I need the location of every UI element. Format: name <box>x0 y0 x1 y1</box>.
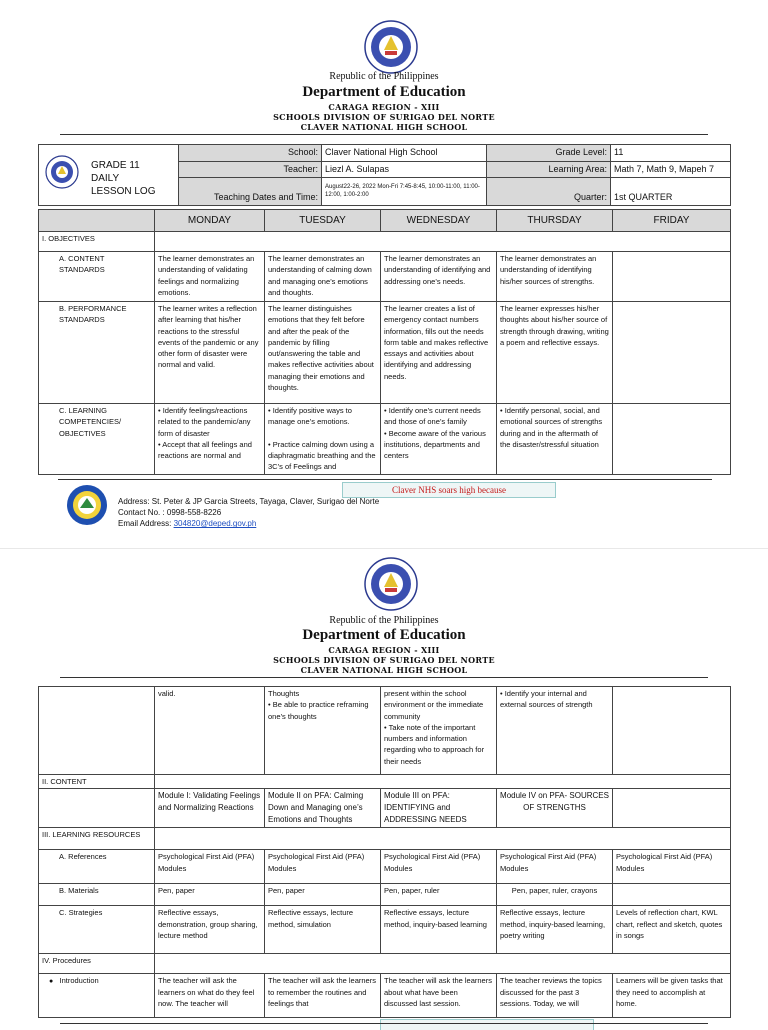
objectives-title-span <box>155 232 731 252</box>
deped-seal-icon <box>364 20 418 74</box>
procedures-title-span <box>155 954 731 974</box>
continuation-wed: present within the school environment or the immediate community • Take note of the important numbers and information regarding who to approach for their needs <box>381 687 497 775</box>
deped-seal-icon-2 <box>364 557 418 611</box>
republic-text: Republic of the Philippines <box>329 71 439 82</box>
objectives-title: I. OBJECTIVES <box>39 232 155 252</box>
day-wednesday: WEDNESDAY <box>381 210 497 232</box>
day-thursday: THURSDAY <box>497 210 613 232</box>
introduction-thu: The teacher reviews the topics discussed for the past 3 sessions. Today, we will <box>497 974 613 1018</box>
grade-label: GRADE 11 <box>91 160 140 171</box>
footer-address: Address: St. Peter & JP Garcia Streets, Tayaga, Claver, Surigao del Norte <box>118 497 380 506</box>
content-standards-wed: The learner demonstrates an understanding of identifying and addressing one’s needs. <box>381 252 497 302</box>
performance-standards-thu: The learner expresses his/her thoughts about his/her source of strength through drawing, writing a poem and reflective essays. <box>497 302 613 404</box>
strategies-thu: Reflective essays, lecture method, inquiry-based learning, poetry writing <box>497 906 613 954</box>
content-thu: Module IV on PFA- SOURCES OF STRENGTHS <box>497 789 613 828</box>
content-standards-tue: The learner demonstrates an understanding of calming down and managing one’s emotions and thoughts. <box>265 252 381 302</box>
deped-logo-icon <box>45 155 79 189</box>
division-text-2: SCHOOLS DIVISION OF SURIGAO DEL NORTE <box>273 655 495 665</box>
grade-cell <box>39 145 179 206</box>
motto-banner: Claver NHS soars high because <box>342 482 556 498</box>
grade-level-value: 11 <box>611 145 731 162</box>
performance-standards-tue: The learner distinguishes emotions that they felt before and after the peak of the pandemic by filling out/answering the table and makes reflective activities about managing their emotions and thoughts. <box>265 302 381 404</box>
region-text: CARAGA REGION - XIII <box>328 102 440 112</box>
continuation-mon: valid. <box>155 687 265 775</box>
continuation-tue: Thoughts • Be able to practice reframing one’s thoughts <box>265 687 381 775</box>
grade-level-label: Grade Level: <box>487 145 611 162</box>
references-label: A. References <box>39 850 155 884</box>
daily-label: DAILY <box>91 173 120 184</box>
competencies-fri <box>613 404 731 475</box>
bullet-icon: ● <box>49 978 54 986</box>
materials-fri <box>613 884 731 906</box>
content-standards-mon: The learner demonstrates an understanding of validating feelings and normalizing emotions. <box>155 252 265 302</box>
resources-title-span <box>155 828 731 850</box>
objectives-table <box>38 209 731 475</box>
continuation-label <box>39 687 155 775</box>
footer-address-block <box>118 496 379 530</box>
department-title: Department of Education <box>302 84 466 100</box>
teacher-value: Liezl A. Sulapas <box>322 161 487 178</box>
competencies-wed: • Identify one’s current needs and those of one’s family • Become aware of the various institutions, departments and centers <box>381 404 497 475</box>
school-value: Claver National High School <box>322 145 487 162</box>
footer-divider <box>58 479 712 480</box>
introduction-fri: Learners will be given tasks that they need to accomplish at home. <box>613 974 731 1018</box>
references-thu: Psychological First Aid (PFA) Modules <box>497 850 613 884</box>
lesson-log-header-table <box>38 144 731 206</box>
dates-label: Teaching Dates and Time: <box>179 178 322 206</box>
materials-label: B. Materials <box>39 884 155 906</box>
page-2 <box>0 548 768 1025</box>
introduction-tue: The teacher will ask the learners to remember the routines and feelings that <box>265 974 381 1018</box>
performance-standards-wed: The learner creates a list of emergency contact numbers information, fills out the needs form table and makes reflective essays and activities about identifying and addressing needs. <box>381 302 497 404</box>
content-title-span <box>155 775 731 789</box>
republic-text-2: Republic of the Philippines <box>329 615 439 626</box>
continuation-thu: • Identify your internal and external sources of strength <box>497 687 613 775</box>
header-divider <box>60 134 708 135</box>
competencies-label: C. LEARNING COMPETENCIES/ OBJECTIVES <box>39 404 155 475</box>
competencies-mon: • Identify feelings/reactions related to the pandemic/any form of disaster • Accept that all feelings and reactions are normal and <box>155 404 265 475</box>
learning-area-value: Math 7, Math 9, Mapeh 7 <box>611 161 731 178</box>
day-monday: MONDAY <box>155 210 265 232</box>
performance-standards-label: B. PERFORMANCE STANDARDS <box>39 302 155 404</box>
introduction-label: Introduction <box>59 976 99 986</box>
references-mon: Psychological First Aid (PFA) Modules <box>155 850 265 884</box>
introduction-wed: The teacher will ask the learners about what have been discussed last session. <box>381 974 497 1018</box>
content-blank <box>39 789 155 828</box>
footer-email-label: Email Address: <box>118 519 174 529</box>
school-text: CLAVER NATIONAL HIGH SCHOOL <box>300 122 468 132</box>
content-mon: Module I: Validating Feelings and Normalizing Reactions <box>155 789 265 828</box>
dates-value: August22-26, 2022 Mon-Fri 7:45-8:45, 10:00-11:00, 11:00-12:00, 1:00-2:00 <box>322 178 487 206</box>
content-standards-label: A. CONTENT STANDARDS <box>39 252 155 302</box>
motto-banner-2 <box>380 1019 594 1030</box>
procedures-title: IV. Procedures <box>39 954 155 974</box>
day-tuesday: TUESDAY <box>265 210 381 232</box>
resources-title: III. LEARNING RESOURCES <box>39 828 155 850</box>
continuation-fri <box>613 687 731 775</box>
school-label: School: <box>179 145 322 162</box>
strategies-mon: Reflective essays, demonstration, group sharing, lecture method <box>155 906 265 954</box>
day-friday: FRIDAY <box>613 210 731 232</box>
competencies-tue: • Identify positive ways to manage one’s emotions. • Practice calming down using a diaphragmatic breathing and the 3C’s of Feelings and <box>265 404 381 475</box>
materials-tue: Pen, paper <box>265 884 381 906</box>
department-title-2: Department of Education <box>302 627 466 643</box>
day-header-blank <box>39 210 155 232</box>
introduction-mon: The teacher will ask the learners on what do they feel now. The teacher will <box>155 974 265 1018</box>
content-standards-thu: The learner demonstrates an understanding of identifying his/her sources of strengths. <box>497 252 613 302</box>
references-wed: Psychological First Aid (PFA) Modules <box>381 850 497 884</box>
references-fri: Psychological First Aid (PFA) Modules <box>613 850 731 884</box>
performance-standards-fri <box>613 302 731 404</box>
content-resources-table <box>38 686 731 1018</box>
content-standards-fri <box>613 252 731 302</box>
strategies-tue: Reflective essays, lecture method, simulation <box>265 906 381 954</box>
materials-mon: Pen, paper <box>155 884 265 906</box>
quarter-value: 1st QUARTER <box>611 178 731 206</box>
school-text-2: CLAVER NATIONAL HIGH SCHOOL <box>300 665 468 675</box>
content-title: II. CONTENT <box>39 775 155 789</box>
page-footer <box>62 482 712 532</box>
learning-area-label: Learning Area: <box>487 161 611 178</box>
strategies-wed: Reflective essays, lecture method, inquiry-based learning <box>381 906 497 954</box>
strategies-fri: Levels of reflection chart, KWL chart, reflect and sketch, quotes in songs <box>613 906 731 954</box>
materials-thu: Pen, paper, ruler, crayons <box>497 884 613 906</box>
school-logo-icon <box>66 484 108 526</box>
materials-wed: Pen, paper, ruler <box>381 884 497 906</box>
performance-standards-mon: The learner writes a reflection after learning that his/her reactions to the stressful events of the pandemic or any other form of disaster were normal and valid. <box>155 302 265 404</box>
strategies-label: C. Strategies <box>39 906 155 954</box>
region-text-2: CARAGA REGION - XIII <box>328 645 440 655</box>
footer-contact: Contact No. : 0998-558-8226 <box>118 508 222 518</box>
header-divider-2 <box>60 677 708 678</box>
content-wed: Module III on PFA: IDENTIFYING and ADDRESSING NEEDS <box>381 789 497 828</box>
introduction-label-cell <box>39 974 155 1018</box>
references-tue: Psychological First Aid (PFA) Modules <box>265 850 381 884</box>
teacher-label: Teacher: <box>179 161 322 178</box>
competencies-thu: • Identify personal, social, and emotional sources of strengths during and in the aftermath of the disaster/stressful situation <box>497 404 613 475</box>
quarter-label: Quarter: <box>487 178 611 206</box>
content-tue: Module II on PFA: Calming Down and Managing one’s Emotions and Thoughts <box>265 789 381 828</box>
division-text: SCHOOLS DIVISION OF SURIGAO DEL NORTE <box>273 112 495 122</box>
lesson-log-label: LESSON LOG <box>91 186 156 197</box>
footer-email-line <box>118 518 379 529</box>
footer-email-link[interactable]: 304820@deped.gov.ph <box>173 519 257 529</box>
content-fri <box>613 789 731 828</box>
